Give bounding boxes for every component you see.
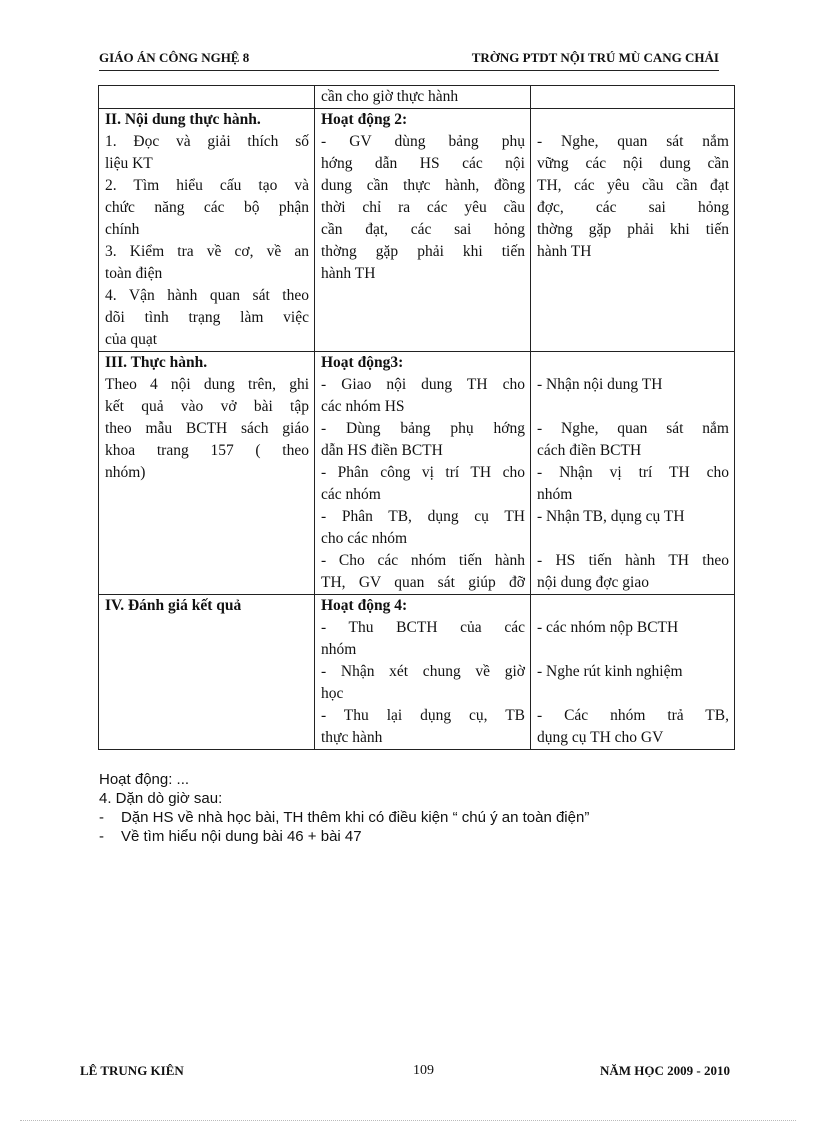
header-right: TRỜNG PTDT NỘI TRÚ MÙ CANG CHẢI [471, 50, 719, 65]
list-item [99, 808, 739, 827]
spacer [537, 595, 729, 617]
text-line: các nhóm [321, 486, 381, 503]
text-line: hành TH [537, 243, 592, 260]
text-line: 3. Kiểm tra về cơ, về an [105, 243, 309, 260]
table-cell [531, 595, 735, 750]
activity-title: Hoạt động3: [321, 354, 404, 371]
text-line: học [321, 685, 344, 702]
text-line: đợc, các sai hỏng [537, 199, 729, 216]
text-line: - GV dùng bảng phụ [321, 133, 525, 150]
text-line: liệu KT [105, 155, 153, 172]
table-cell [99, 109, 315, 352]
page-footer [80, 1063, 730, 1077]
text-line: của quạt [105, 331, 158, 348]
closing-notes [99, 770, 739, 846]
text-line: dung cần thực hành, đồng [321, 177, 525, 194]
text-line: các nhóm HS [321, 398, 405, 415]
text-line: dẫn HS điền BCTH [321, 442, 443, 459]
text-line: - Các nhóm trả TB, [537, 707, 729, 724]
text-line: TH, GV quan sát giúp đỡ [321, 574, 525, 591]
table-cell [99, 595, 315, 750]
text-line: nhóm) [105, 464, 146, 481]
text-line: - HS tiến hành TH theo [537, 552, 729, 569]
text-line: thời chỉ ra các yêu cầu [321, 199, 525, 216]
spacer [537, 528, 729, 550]
spacer [537, 352, 729, 374]
activity-title: Hoạt động 2: [321, 111, 408, 128]
table-cell [99, 352, 315, 595]
text-line: theo mẫu BCTH sách giáo [105, 420, 309, 437]
text-line: nội dung đợc giao [537, 574, 649, 591]
text-line: - Nhận nội dung TH [537, 376, 663, 393]
text-line: cần đạt, các sai hỏng [321, 221, 525, 238]
text-line: thờng gặp phải khi tiến [321, 243, 525, 260]
text-line: - các nhóm nộp BCTH [537, 619, 679, 636]
dash-bullet: - [99, 828, 104, 845]
text-line: - Nghe rút kinh nghiệm [537, 663, 683, 680]
table-row [99, 86, 735, 109]
page-edge-divider [20, 1120, 796, 1121]
text-line: toàn điện [105, 265, 163, 282]
page-header [99, 50, 719, 71]
text-line: nhóm [537, 486, 573, 503]
section-title: III. Thực hành. [105, 354, 208, 371]
text-line: hớng dẫn HS các nội [321, 155, 525, 172]
text-line: thờng gặp phải khi tiến [537, 221, 729, 238]
school-year: NĂM HỌC 2009 - 2010 [600, 1063, 730, 1077]
page-number: 109 [413, 1063, 434, 1077]
text-line: - Nghe, quan sát nắm [537, 133, 729, 150]
table-cell [531, 352, 735, 595]
text-line: cách điền BCTH [537, 442, 642, 459]
text-line: khoa trang 157 ( theo [105, 442, 309, 459]
text-line: - Nhận vị trí TH cho [537, 464, 729, 481]
spacer [537, 109, 729, 131]
text-line: - Phân TB, dụng cụ TH [321, 508, 525, 525]
lesson-table [98, 85, 735, 750]
table-cell [531, 109, 735, 352]
text-line: 4. Vận hành quan sát theo [105, 287, 309, 304]
activity-title: Hoạt động 4: [321, 597, 408, 614]
table-cell [315, 595, 531, 750]
text-line: 1. Đọc và giải thích số [105, 133, 309, 150]
text-line: - Nghe, quan sát nắm [537, 420, 729, 437]
section-title: II. Nội dung thực hành. [105, 111, 261, 128]
table-cell [99, 86, 315, 109]
header-left: GIÁO ÁN CÔNG NGHỆ 8 [99, 50, 250, 65]
text-line: - Phân công vị trí TH cho [321, 464, 525, 481]
table-row [99, 352, 735, 595]
activity-note: Hoạt động: ... [99, 771, 190, 788]
text-line: TH, các yêu cầu cần đạt [537, 177, 729, 194]
spacer [537, 683, 729, 705]
table-row [99, 595, 735, 750]
list-item-text: Về tìm hiểu nội dung bài 46 + bài 47 [121, 828, 362, 845]
text-line: dụng cụ TH cho GV [537, 729, 664, 746]
text-line: chức năng các bộ phận [105, 199, 309, 216]
table-row [99, 109, 735, 352]
text-line: - Nhận TB, dụng cụ TH [537, 508, 685, 525]
text-line: dõi tình trạng làm việc [105, 309, 309, 326]
text-line: Theo 4 nội dung trên, ghi [105, 376, 309, 393]
table-cell [315, 352, 531, 595]
section-title: IV. Đánh giá kết quả [105, 597, 242, 614]
table-cell [531, 86, 735, 109]
text-line: 2. Tìm hiểu cấu tạo và [105, 177, 309, 194]
table-cell: cần cho giờ thực hành [315, 86, 531, 109]
table-cell [315, 109, 531, 352]
text-line: cho các nhóm [321, 530, 408, 547]
dash-bullet: - [99, 809, 104, 826]
spacer [537, 639, 729, 661]
list-item-text: Dặn HS về nhà học bài, TH thêm khi có điều kiện “ chú ý an toàn điện” [121, 809, 590, 826]
text-line: kết quả vào vở bài tập [105, 398, 309, 415]
list-item [99, 827, 739, 846]
text-line: - Cho các nhóm tiến hành [321, 552, 525, 569]
spacer [537, 396, 729, 418]
text-line: nhóm [321, 641, 357, 658]
text-line: vững các nội dung cần [537, 155, 729, 172]
text-line: - Thu BCTH của các [321, 619, 525, 636]
author-name: LÊ TRUNG KIÊN [80, 1063, 184, 1077]
text-line: - Nhận xét chung về giờ [321, 663, 525, 680]
text-line: thực hành [321, 729, 383, 746]
text-line: - Dùng bảng phụ hớng [321, 420, 525, 437]
text-line: - Giao nội dung TH cho [321, 376, 525, 393]
homework-heading: 4. Dặn dò giờ sau: [99, 790, 223, 807]
text-line: - Thu lại dụng cụ, TB [321, 707, 525, 724]
text-line: hành TH [321, 265, 376, 282]
text-line: chính [105, 221, 140, 238]
